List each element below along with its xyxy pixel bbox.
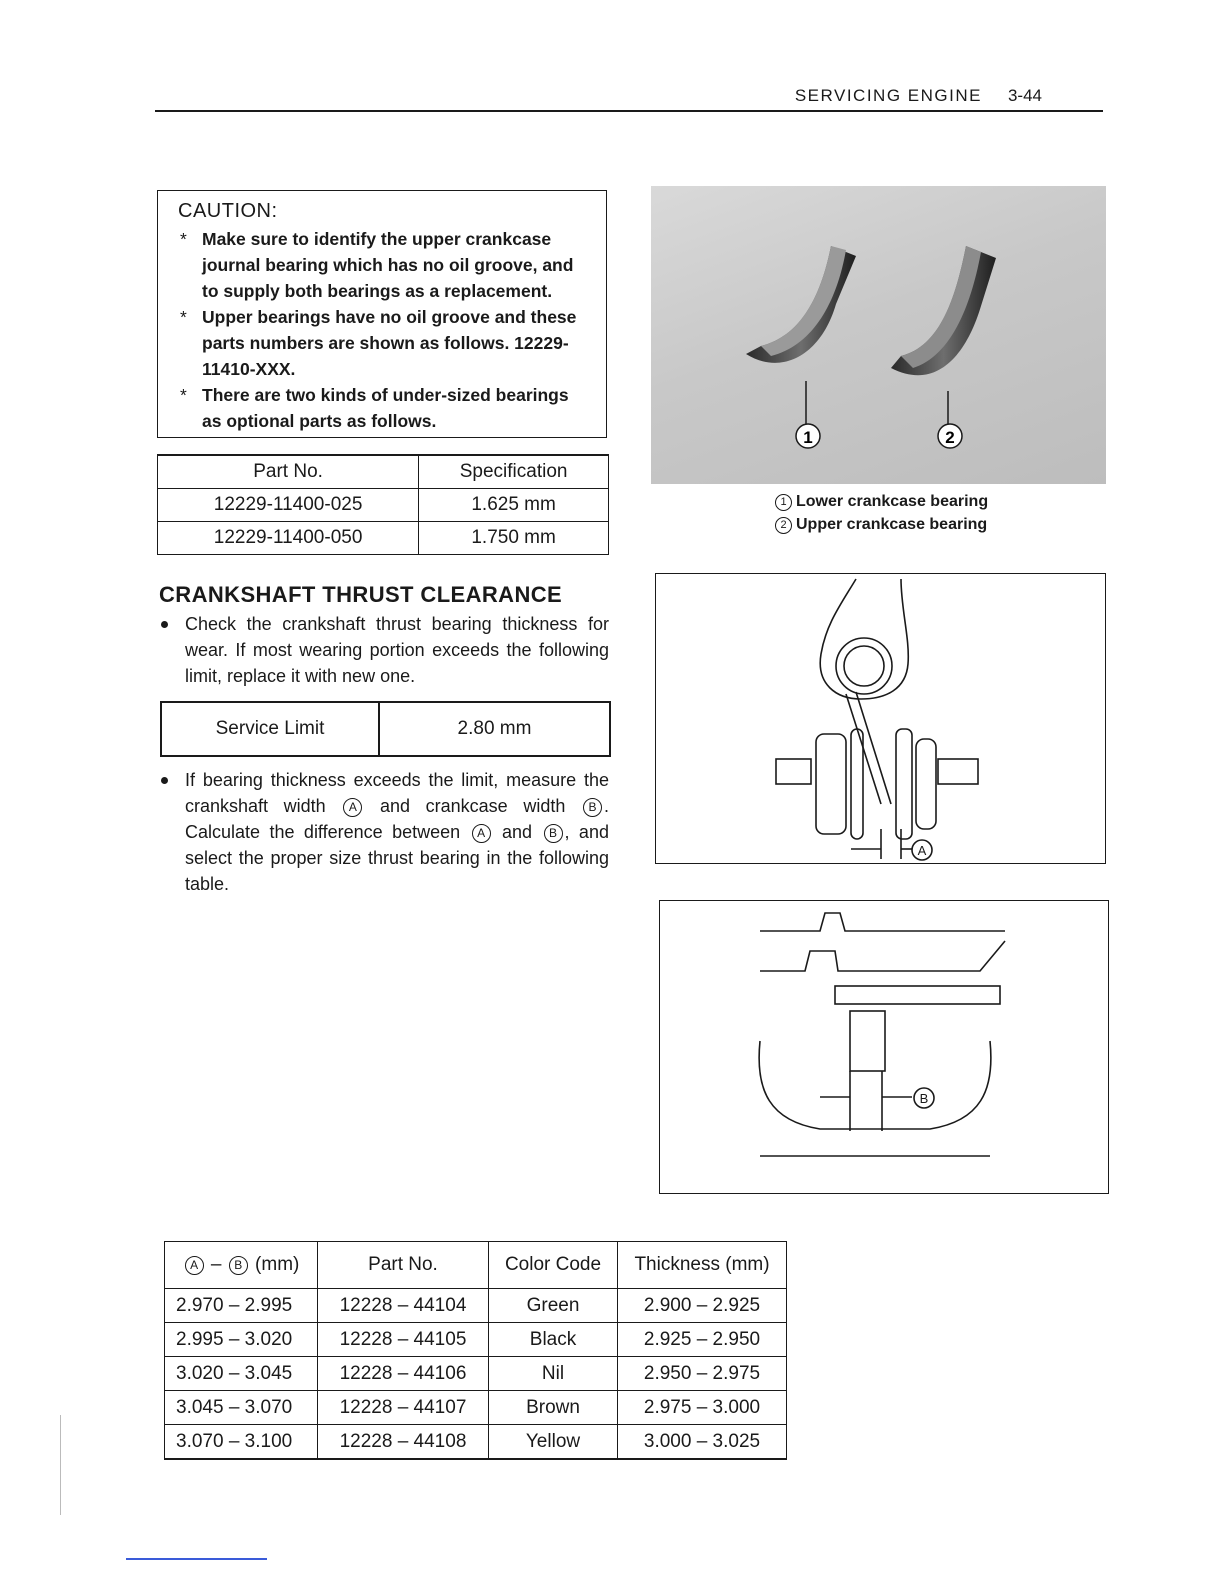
table-cell: Green [489,1289,618,1323]
table-cell: 12228 – 44105 [318,1323,489,1357]
table-cell: 3.070 – 3.100 [165,1425,318,1460]
scan-margin-mark [60,1415,61,1515]
crankcase-width-figure [659,900,1109,1194]
bullet-paragraph [159,767,609,897]
text-run: and [502,822,533,842]
table-row [158,489,609,522]
table-cell: 2.975 – 3.000 [618,1391,787,1425]
table-row [165,1323,787,1357]
table-cell: 2.950 – 2.975 [618,1357,787,1391]
hand-outline [820,579,908,699]
column-header [165,1242,318,1289]
section-name: SERVICING ENGINE [794,86,982,105]
caption-number: 1 [775,494,792,511]
gauge-stem [856,692,891,804]
column-header: Specification [419,455,609,489]
crankshaft-width-figure [655,573,1106,864]
caution-bullet: * [180,307,187,327]
table-cell: 2.900 – 2.925 [618,1289,787,1323]
table-cell: 1.625 mm [419,489,609,522]
figure-label-b: B [919,1091,929,1106]
table-cell: 12228 – 44104 [318,1289,489,1323]
caution-title: CAUTION: [178,200,278,222]
table-cell: 3.045 – 3.070 [165,1391,318,1425]
caution-bullet: * [180,385,187,405]
text-run: , and select the proper size thrust bearing in the following table. [185,822,609,894]
text-run: If bearing thickness exceeds the limit, measure the crankshaft width [185,770,609,816]
caution-item [178,226,588,304]
column-header: Thickness (mm) [618,1242,787,1289]
table-cell: 2.995 – 3.020 [165,1323,318,1357]
table-cell: 12228 – 44107 [318,1391,489,1425]
photo-caption [775,490,988,536]
marker-b: B [544,824,563,843]
page-header [795,86,1042,106]
text-run: . Calculate the difference between [185,796,609,842]
thrust-bearing-table [164,1241,787,1460]
table-cell: Yellow [489,1425,618,1460]
footer-rule [126,1558,267,1560]
crank-web [916,739,936,829]
bullet-dot [161,777,168,784]
bullet-text: Check the crankshaft thrust bearing thickness for wear. If most wearing portion exceeds the following limit, replace it with new one. [185,614,609,686]
table-cell: 3.000 – 3.025 [618,1425,787,1460]
table-header-row [158,455,609,489]
undersize-bearing-table [157,454,609,555]
table-cell: Nil [489,1357,618,1391]
bullet-dot [161,621,168,628]
text-run: and crankcase width [379,796,566,816]
bearing-photo [651,186,1106,484]
caption-number: 2 [775,517,792,534]
marker-b: B [583,798,602,817]
marker-a: A [343,798,362,817]
table-cell: 12229-11400-050 [158,522,419,555]
caution-item [178,304,588,382]
caution-item [178,382,588,434]
crank-journal [776,759,811,784]
crankcase-illustration [660,901,1107,1192]
crank-web [816,734,846,834]
bearing-photo-illustration [651,186,1106,484]
caution-text: There are two kinds of under-sized bearings as optional parts as follows. [202,385,569,431]
caution-text: Make sure to identify the upper crankcase journal bearing which has no oil groove, and to supply both bearings as a replacement. [202,229,574,301]
crankcase-top-edge [760,913,1005,931]
caliper-jaw [850,1011,885,1071]
table-row [165,1391,787,1425]
table-cell: 2.925 – 2.950 [618,1323,787,1357]
caution-list [178,226,588,434]
page-number: 3-44 [1007,86,1042,105]
table-cell: 12229-11400-025 [158,489,419,522]
table-row [161,702,610,756]
table-row [158,522,609,555]
column-header: Color Code [489,1242,618,1289]
service-limit-table [160,701,611,757]
column-header: Part No. [318,1242,489,1289]
crank-web [851,729,863,839]
header-unit: (mm) [255,1254,300,1275]
table-cell: 12228 – 44106 [318,1357,489,1391]
figure-label-a: A [917,843,927,858]
bullet-text [185,767,609,897]
dial-gauge-face [844,646,884,686]
service-limit-label: Service Limit [161,702,379,756]
table-row [165,1357,787,1391]
caption-line [775,513,988,536]
callout-1-label: 1 [803,428,813,447]
header-marker-a: A [185,1256,204,1275]
table-row [165,1289,787,1323]
header-rule [155,110,1103,112]
callout-2-label: 2 [945,428,955,447]
service-limit-value: 2.80 mm [379,702,610,756]
caption-text: Upper crankcase bearing [796,516,988,533]
table-cell: Brown [489,1391,618,1425]
table-cell: 1.750 mm [419,522,609,555]
section-title: CRANKSHAFT THRUST CLEARANCE [159,582,563,607]
crankcase-bore [759,1041,991,1129]
vernier-caliper-icon [835,986,1000,1004]
crankshaft-illustration [656,574,1104,862]
table-row [165,1425,787,1460]
header-marker-b: B [229,1256,248,1275]
table-cell: 3.020 – 3.045 [165,1357,318,1391]
marker-a: A [472,824,491,843]
column-header: Part No. [158,455,419,489]
header-dash: – [210,1254,222,1275]
table-header-row [165,1242,787,1289]
crank-web [896,729,912,839]
crankcase-inner-edge [760,941,1005,971]
table-cell: 12228 – 44108 [318,1425,489,1460]
caution-text: Upper bearings have no oil groove and these parts numbers are shown as follows. 12229-11410-XXX. [202,307,577,379]
table-cell: 2.970 – 2.995 [165,1289,318,1323]
bullet-paragraph [159,611,609,689]
crank-journal [938,759,978,784]
table-cell: Black [489,1323,618,1357]
caution-bullet: * [180,229,187,249]
caption-text: Lower crankcase bearing [796,493,989,510]
caption-line [775,490,988,513]
